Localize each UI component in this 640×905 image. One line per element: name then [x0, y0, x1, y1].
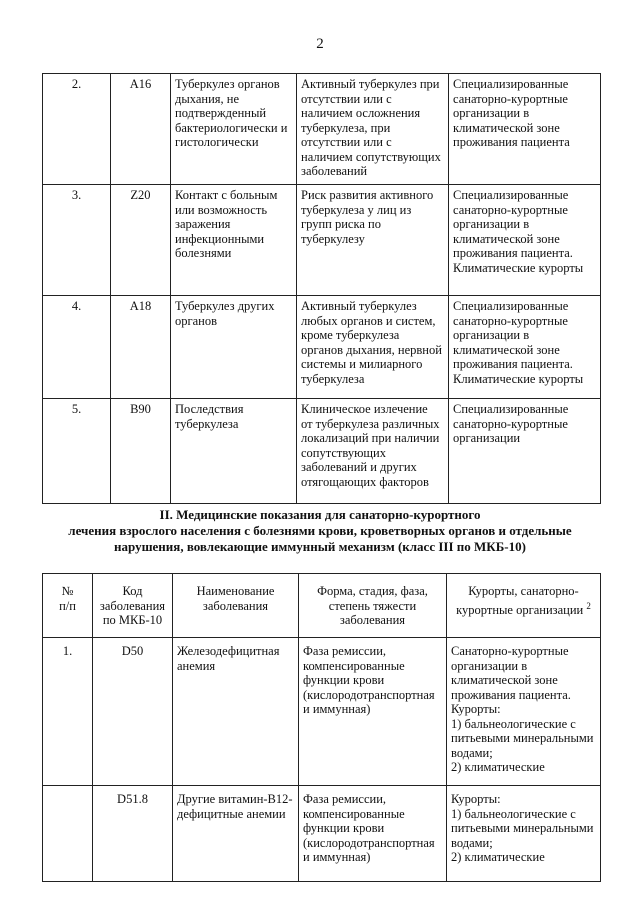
disease-name: Туберкулез других органов	[171, 296, 297, 399]
resorts: Санаторно-курортные организации в климатической зоне проживания пациента. Курорты: 1) бальнеологические с питьевыми минеральными водами; 2) климатические	[447, 638, 601, 786]
table-row	[43, 638, 601, 786]
row-number	[43, 786, 93, 882]
table-row	[43, 786, 601, 882]
resorts: Специализированные санаторно-курортные организации в климатической зоне проживания пациента. Климатические курорты	[449, 296, 601, 399]
disease-form: Клиническое излечение от туберкулеза различных локализаций при наличии сопутствующих заболеваний и других отягощающих факторов	[297, 399, 449, 504]
row-number: 2.	[43, 74, 111, 185]
header-form: Форма, стадия, фаза, степень тяжести заболевания	[299, 574, 447, 638]
table-row	[43, 185, 601, 296]
table-row	[43, 296, 601, 399]
resorts: Специализированные санаторно-курортные организации	[449, 399, 601, 504]
icd-code: Z20	[111, 185, 171, 296]
icd-code: B90	[111, 399, 171, 504]
icd-code: D50	[93, 638, 173, 786]
icd-code: A16	[111, 74, 171, 185]
header-resorts	[447, 574, 601, 638]
disease-form: Риск развития активного туберкулеза у лиц из групп риска по туберкулезу	[297, 185, 449, 296]
table-header-row	[43, 574, 601, 638]
disease-form: Фаза ремиссии, компенсированные функции крови (кислородотранспортная и иммунная)	[299, 786, 447, 882]
disease-form: Активный туберкулез любых органов и систем, кроме туберкулеза органов дыхания, нервной системы и милиарного туберкулеза	[297, 296, 449, 399]
table-tuberculosis-continued	[42, 73, 601, 504]
icd-code: D51.8	[93, 786, 173, 882]
disease-form: Активный туберкулез при отсутствии или с наличием осложнения туберкулеза, при отсутствии или с наличием сопутствующих заболеваний	[297, 74, 449, 185]
row-number: 3.	[43, 185, 111, 296]
table-blood-diseases	[42, 573, 601, 882]
table-row	[43, 74, 601, 185]
row-number: 5.	[43, 399, 111, 504]
header-code: Код заболевания по МКБ-10	[93, 574, 173, 638]
page-number: 2	[316, 36, 324, 52]
disease-name: Другие витамин-B12- дефицитные анемии	[173, 786, 299, 882]
resorts: Специализированные санаторно-курортные организации в климатической зоне проживания пациента. Климатические курорты	[449, 185, 601, 296]
resorts: Специализированные санаторно-курортные организации в климатической зоне проживания пациента	[449, 74, 601, 185]
header-num: № п/п	[43, 574, 93, 638]
section-heading: II. Медицинские показания для санаторно-курортного лечения взрослого населения с болезнями крови, кроветворных органов и отдельные нарушения, вовлекающие иммунный механизм (класс III по МКБ-10)	[68, 507, 572, 554]
footnote-marker: 2	[586, 600, 591, 611]
header-resorts-label: Курорты, санаторно- курортные организации	[456, 584, 584, 617]
header-name: Наименование заболевания	[173, 574, 299, 638]
row-number: 4.	[43, 296, 111, 399]
disease-name: Железодефицитная анемия	[173, 638, 299, 786]
disease-name: Контакт с больным или возможность заражения инфекционными болезнями	[171, 185, 297, 296]
disease-name: Последствия туберкулеза	[171, 399, 297, 504]
table-row	[43, 399, 601, 504]
icd-code: A18	[111, 296, 171, 399]
disease-form: Фаза ремиссии, компенсированные функции крови (кислородотранспортная и иммунная)	[299, 638, 447, 786]
row-number: 1.	[43, 638, 93, 786]
disease-name: Туберкулез органов дыхания, не подтвержденный бактериологически и гистологически	[171, 74, 297, 185]
resorts: Курорты: 1) бальнеологические с питьевыми минеральными водами; 2) климатические	[447, 786, 601, 882]
